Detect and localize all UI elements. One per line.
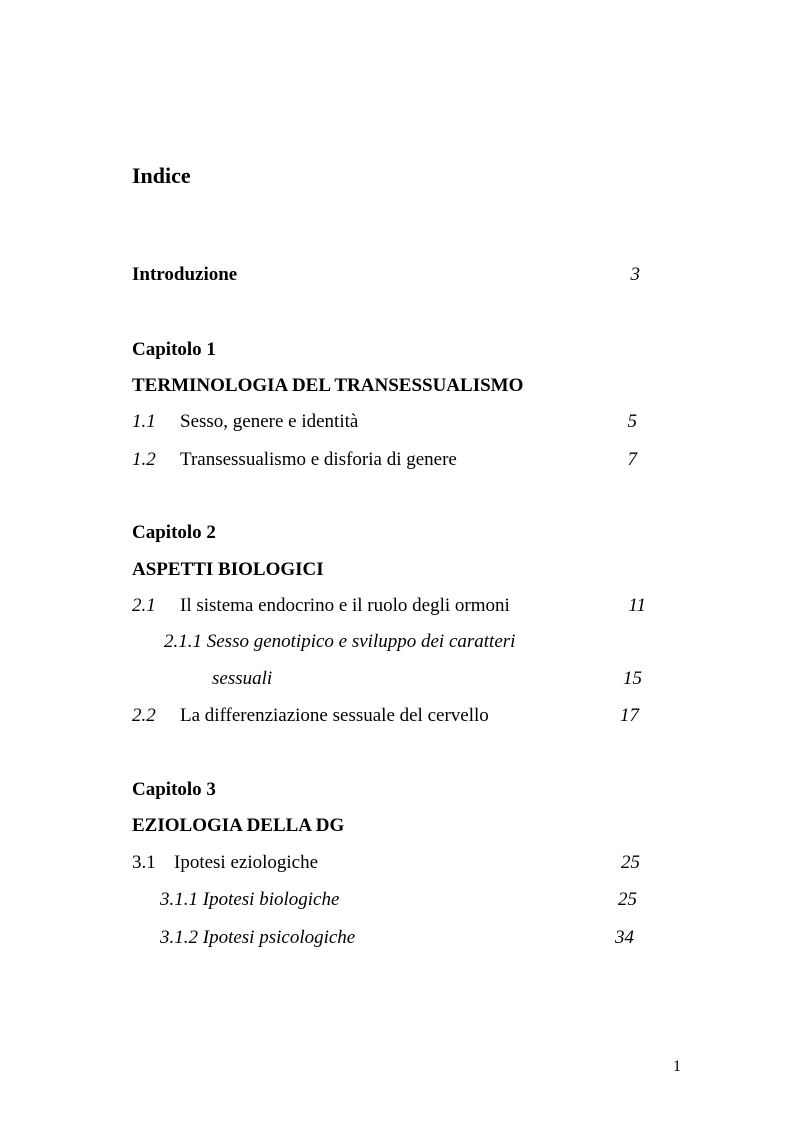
toc-item-number: 2.1: [132, 595, 156, 616]
chapter-2-heading: Capitolo 2: [132, 522, 216, 543]
toc-item-number: 1.1: [132, 411, 156, 432]
toc-item-label: Ipotesi eziologiche: [174, 852, 319, 873]
toc-item-page: 5: [627, 411, 637, 432]
toc-item-page: 25: [621, 852, 640, 873]
toc-intro-label: Introduzione: [132, 264, 238, 285]
toc-item-page: 25: [618, 889, 637, 910]
toc-item-number: 1.2: [132, 449, 156, 470]
toc-subitem-label: 2.1.1 Sesso genotipico e sviluppo dei caratteri: [164, 631, 516, 652]
toc-subitem-label: 3.1.1 Ipotesi biologiche: [160, 889, 340, 910]
toc-item-label: La differenziazione sessuale del cervello: [180, 705, 489, 726]
toc-subitem-label-continued: sessuali: [212, 668, 273, 689]
chapter-1-heading: Capitolo 1: [132, 339, 216, 360]
toc-item-page: 15: [623, 668, 642, 689]
toc-item-page: 34: [615, 927, 634, 948]
toc-item-page: 17: [620, 705, 639, 726]
chapter-3-heading: Capitolo 3: [132, 779, 216, 800]
toc-item-label: Sesso, genere e identità: [180, 411, 359, 432]
toc-item-page: 11: [628, 595, 646, 616]
chapter-3-title: EZIOLOGIA DELLA DG: [132, 815, 345, 836]
chapter-1-title: TERMINOLOGIA DEL TRANSESSUALISMO: [132, 375, 524, 396]
toc-item-number: 2.2: [132, 705, 156, 726]
chapter-2-title: ASPETTI BIOLOGICI: [132, 559, 324, 580]
toc-item-number: 3.1: [132, 852, 156, 873]
toc-item-page: 7: [627, 449, 637, 470]
toc-title: Indice: [132, 163, 191, 188]
page-number: 1: [673, 1058, 681, 1075]
toc-item-label: Il sistema endocrino e il ruolo degli ormoni: [180, 595, 510, 616]
toc-intro-page: 3: [630, 264, 640, 285]
toc-item-label: Transessualismo e disforia di genere: [180, 449, 457, 470]
toc-subitem-label: 3.1.2 Ipotesi psicologiche: [160, 927, 356, 948]
